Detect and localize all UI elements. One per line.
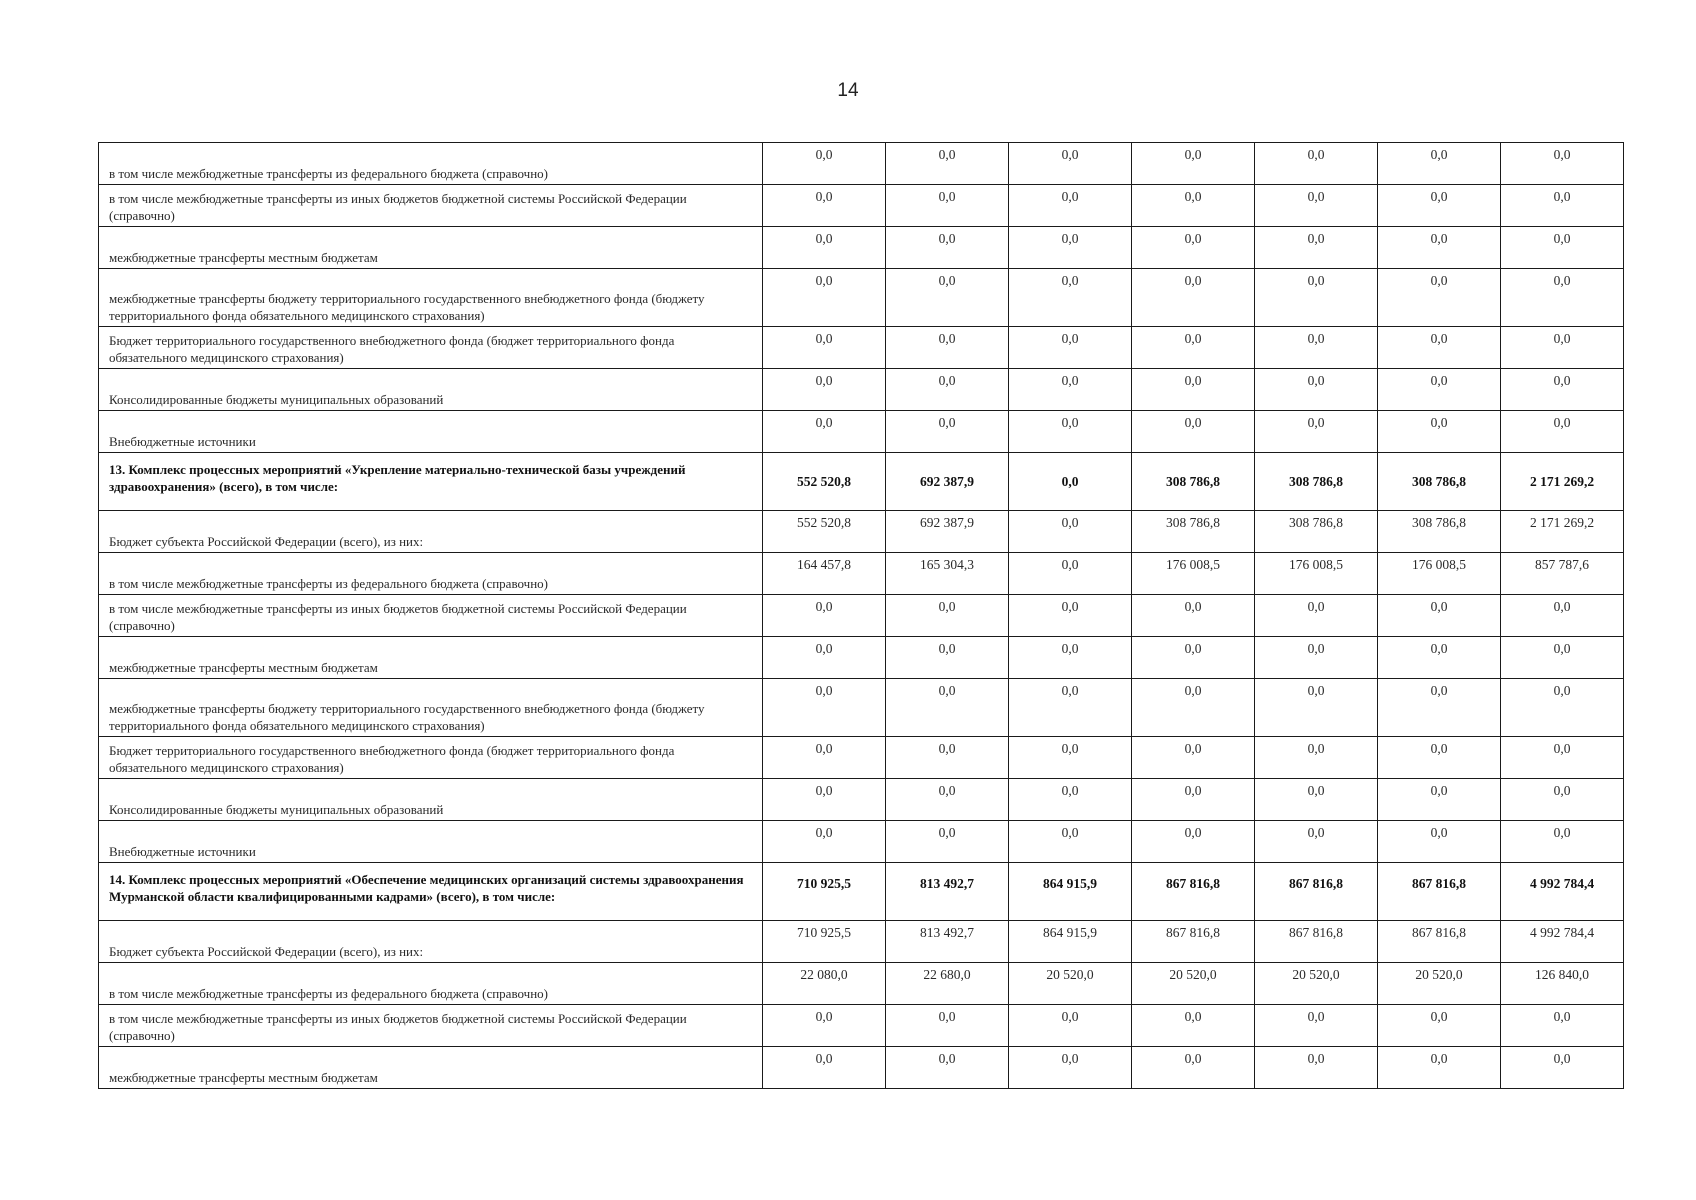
value-cell: 867 816,8 <box>1132 921 1255 963</box>
value-cell: 0,0 <box>1378 821 1501 863</box>
table-row <box>99 327 1624 369</box>
value-cell: 0,0 <box>1132 227 1255 269</box>
value-cell: 0,0 <box>886 779 1009 821</box>
value-cell: 0,0 <box>1501 1005 1624 1047</box>
value-cell: 0,0 <box>1009 779 1132 821</box>
table-row <box>99 821 1624 863</box>
table-row <box>99 227 1624 269</box>
value-cell: 0,0 <box>1255 1047 1378 1089</box>
value-cell: 0,0 <box>886 227 1009 269</box>
value-cell: 867 816,8 <box>1255 921 1378 963</box>
row-label: межбюджетные трансферты местным бюджетам <box>99 1047 763 1089</box>
value-cell: 4 992 784,4 <box>1501 921 1624 963</box>
value-cell: 0,0 <box>1009 369 1132 411</box>
row-label: в том числе межбюджетные трансферты из иных бюджетов бюджетной системы Российской Федерации (справочно) <box>99 185 763 227</box>
value-cell: 0,0 <box>1501 821 1624 863</box>
value-cell: 0,0 <box>1378 1005 1501 1047</box>
value-cell: 0,0 <box>886 327 1009 369</box>
value-cell: 0,0 <box>1255 143 1378 185</box>
value-cell: 0,0 <box>1009 1047 1132 1089</box>
value-cell: 0,0 <box>1255 369 1378 411</box>
value-cell: 0,0 <box>763 821 886 863</box>
value-cell: 176 008,5 <box>1378 553 1501 595</box>
value-cell: 0,0 <box>1132 821 1255 863</box>
value-cell: 0,0 <box>1501 1047 1624 1089</box>
value-cell: 0,0 <box>886 595 1009 637</box>
row-label: Консолидированные бюджеты муниципальных образований <box>99 369 763 411</box>
value-cell: 0,0 <box>1255 679 1378 737</box>
value-cell: 0,0 <box>1255 595 1378 637</box>
value-cell: 867 816,8 <box>1255 863 1378 921</box>
table-row <box>99 921 1624 963</box>
table-row <box>99 369 1624 411</box>
value-cell: 0,0 <box>886 1005 1009 1047</box>
value-cell: 0,0 <box>1132 185 1255 227</box>
value-cell: 0,0 <box>1378 327 1501 369</box>
value-cell: 0,0 <box>1255 227 1378 269</box>
value-cell: 0,0 <box>1501 637 1624 679</box>
value-cell: 0,0 <box>1132 1005 1255 1047</box>
value-cell: 22 080,0 <box>763 963 886 1005</box>
value-cell: 0,0 <box>1132 595 1255 637</box>
row-label: Внебюджетные источники <box>99 411 763 453</box>
value-cell: 22 680,0 <box>886 963 1009 1005</box>
table-row <box>99 679 1624 737</box>
value-cell: 0,0 <box>1378 1047 1501 1089</box>
value-cell: 0,0 <box>1255 779 1378 821</box>
value-cell: 552 520,8 <box>763 511 886 553</box>
value-cell: 0,0 <box>1501 595 1624 637</box>
scan-edge-marks <box>1690 400 1696 900</box>
value-cell: 308 786,8 <box>1132 511 1255 553</box>
table-row <box>99 737 1624 779</box>
budget-table-body <box>99 143 1624 1089</box>
value-cell: 0,0 <box>1501 411 1624 453</box>
value-cell: 0,0 <box>1501 779 1624 821</box>
value-cell: 857 787,6 <box>1501 553 1624 595</box>
value-cell: 0,0 <box>1378 143 1501 185</box>
row-label: 13. Комплекс процессных мероприятий «Укрепление материально-технической базы учреждений здравоохранения» (всего), в том числе: <box>99 453 763 511</box>
value-cell: 0,0 <box>763 327 886 369</box>
value-cell: 308 786,8 <box>1378 511 1501 553</box>
value-cell: 0,0 <box>886 269 1009 327</box>
value-cell: 692 387,9 <box>886 511 1009 553</box>
section-row <box>99 453 1624 511</box>
value-cell: 0,0 <box>1501 327 1624 369</box>
section-row <box>99 863 1624 921</box>
row-label: в том числе межбюджетные трансферты из иных бюджетов бюджетной системы Российской Федерации (справочно) <box>99 1005 763 1047</box>
value-cell: 0,0 <box>1132 143 1255 185</box>
value-cell: 20 520,0 <box>1009 963 1132 1005</box>
table-row <box>99 511 1624 553</box>
value-cell: 0,0 <box>1132 779 1255 821</box>
value-cell: 0,0 <box>1378 637 1501 679</box>
value-cell: 0,0 <box>886 679 1009 737</box>
row-label: Бюджет территориального государственного внебюджетного фонда (бюджет территориального фонда обязательного медицинского страхования) <box>99 737 763 779</box>
table-row <box>99 779 1624 821</box>
value-cell: 0,0 <box>763 737 886 779</box>
value-cell: 0,0 <box>1009 1005 1132 1047</box>
value-cell: 0,0 <box>1132 369 1255 411</box>
value-cell: 165 304,3 <box>886 553 1009 595</box>
value-cell: 0,0 <box>1378 369 1501 411</box>
value-cell: 20 520,0 <box>1132 963 1255 1005</box>
row-label: межбюджетные трансферты бюджету территориального государственного внебюджетного фонда (бюджету территориального фонда обязательного медицинского страхования) <box>99 679 763 737</box>
value-cell: 308 786,8 <box>1378 453 1501 511</box>
table-row <box>99 553 1624 595</box>
value-cell: 0,0 <box>763 637 886 679</box>
row-label: 14. Комплекс процессных мероприятий «Обеспечение медицинских организаций системы здравоохранения Мурманской области квалифицированными кадрами» (всего), в том числе: <box>99 863 763 921</box>
value-cell: 0,0 <box>1009 411 1132 453</box>
value-cell: 0,0 <box>1255 327 1378 369</box>
value-cell: 0,0 <box>886 1047 1009 1089</box>
table-row <box>99 1005 1624 1047</box>
row-label: в том числе межбюджетные трансферты из иных бюджетов бюджетной системы Российской Федерации (справочно) <box>99 595 763 637</box>
value-cell: 0,0 <box>1255 411 1378 453</box>
value-cell: 0,0 <box>1378 737 1501 779</box>
row-label: Внебюджетные источники <box>99 821 763 863</box>
value-cell: 0,0 <box>1009 185 1132 227</box>
value-cell: 0,0 <box>1009 143 1132 185</box>
value-cell: 0,0 <box>1378 595 1501 637</box>
value-cell: 0,0 <box>1255 737 1378 779</box>
page-number: 14 <box>837 80 859 101</box>
value-cell: 0,0 <box>1378 269 1501 327</box>
value-cell: 0,0 <box>1255 637 1378 679</box>
row-label: межбюджетные трансферты местным бюджетам <box>99 637 763 679</box>
value-cell: 864 915,9 <box>1009 863 1132 921</box>
value-cell: 0,0 <box>1009 679 1132 737</box>
value-cell: 0,0 <box>1501 227 1624 269</box>
value-cell: 176 008,5 <box>1255 553 1378 595</box>
value-cell: 176 008,5 <box>1132 553 1255 595</box>
value-cell: 0,0 <box>1501 269 1624 327</box>
value-cell: 692 387,9 <box>886 453 1009 511</box>
value-cell: 0,0 <box>1009 821 1132 863</box>
value-cell: 710 925,5 <box>763 863 886 921</box>
value-cell: 0,0 <box>1501 369 1624 411</box>
value-cell: 164 457,8 <box>763 553 886 595</box>
value-cell: 308 786,8 <box>1255 453 1378 511</box>
value-cell: 308 786,8 <box>1132 453 1255 511</box>
value-cell: 813 492,7 <box>886 921 1009 963</box>
value-cell: 0,0 <box>1501 143 1624 185</box>
row-label: Бюджет субъекта Российской Федерации (всего), из них: <box>99 921 763 963</box>
budget-table <box>98 142 1624 1089</box>
value-cell: 0,0 <box>1132 269 1255 327</box>
value-cell: 308 786,8 <box>1255 511 1378 553</box>
value-cell: 0,0 <box>1255 269 1378 327</box>
value-cell: 0,0 <box>763 143 886 185</box>
value-cell: 864 915,9 <box>1009 921 1132 963</box>
value-cell: 0,0 <box>1378 227 1501 269</box>
value-cell: 0,0 <box>1378 679 1501 737</box>
table-row <box>99 1047 1624 1089</box>
value-cell: 0,0 <box>763 227 886 269</box>
value-cell: 0,0 <box>886 821 1009 863</box>
value-cell: 0,0 <box>886 369 1009 411</box>
value-cell: 0,0 <box>763 411 886 453</box>
row-label: межбюджетные трансферты местным бюджетам <box>99 227 763 269</box>
value-cell: 867 816,8 <box>1378 921 1501 963</box>
table-row <box>99 143 1624 185</box>
value-cell: 0,0 <box>1255 1005 1378 1047</box>
value-cell: 2 171 269,2 <box>1501 511 1624 553</box>
row-label: межбюджетные трансферты бюджету территориального государственного внебюджетного фонда (бюджету территориального фонда обязательного медицинского страхования) <box>99 269 763 327</box>
value-cell: 0,0 <box>1378 779 1501 821</box>
value-cell: 0,0 <box>763 269 886 327</box>
value-cell: 867 816,8 <box>1378 863 1501 921</box>
value-cell: 552 520,8 <box>763 453 886 511</box>
value-cell: 710 925,5 <box>763 921 886 963</box>
table-row <box>99 963 1624 1005</box>
value-cell: 0,0 <box>763 779 886 821</box>
value-cell: 0,0 <box>886 411 1009 453</box>
value-cell: 0,0 <box>763 369 886 411</box>
value-cell: 0,0 <box>763 1005 886 1047</box>
value-cell: 0,0 <box>1132 327 1255 369</box>
row-label: в том числе межбюджетные трансферты из федерального бюджета (справочно) <box>99 553 763 595</box>
row-label: Бюджет территориального государственного внебюджетного фонда (бюджет территориального фонда обязательного медицинского страхования) <box>99 327 763 369</box>
row-label: в том числе межбюджетные трансферты из федерального бюджета (справочно) <box>99 143 763 185</box>
value-cell: 0,0 <box>1255 185 1378 227</box>
value-cell: 0,0 <box>1009 737 1132 779</box>
value-cell: 0,0 <box>1501 185 1624 227</box>
value-cell: 0,0 <box>886 637 1009 679</box>
row-label: в том числе межбюджетные трансферты из федерального бюджета (справочно) <box>99 963 763 1005</box>
table-row <box>99 269 1624 327</box>
value-cell: 0,0 <box>1009 595 1132 637</box>
value-cell: 0,0 <box>1132 737 1255 779</box>
value-cell: 0,0 <box>1009 227 1132 269</box>
value-cell: 0,0 <box>1132 679 1255 737</box>
table-row <box>99 637 1624 679</box>
table-row <box>99 411 1624 453</box>
value-cell: 0,0 <box>886 185 1009 227</box>
value-cell: 0,0 <box>1501 679 1624 737</box>
value-cell: 0,0 <box>1009 511 1132 553</box>
value-cell: 0,0 <box>886 737 1009 779</box>
value-cell: 0,0 <box>1255 821 1378 863</box>
value-cell: 0,0 <box>763 1047 886 1089</box>
value-cell: 0,0 <box>763 679 886 737</box>
value-cell: 0,0 <box>1378 185 1501 227</box>
value-cell: 867 816,8 <box>1132 863 1255 921</box>
value-cell: 0,0 <box>1132 1047 1255 1089</box>
value-cell: 0,0 <box>1378 411 1501 453</box>
value-cell: 20 520,0 <box>1255 963 1378 1005</box>
value-cell: 0,0 <box>1009 637 1132 679</box>
value-cell: 20 520,0 <box>1378 963 1501 1005</box>
table-row <box>99 185 1624 227</box>
value-cell: 4 992 784,4 <box>1501 863 1624 921</box>
value-cell: 813 492,7 <box>886 863 1009 921</box>
value-cell: 0,0 <box>1501 737 1624 779</box>
row-label: Консолидированные бюджеты муниципальных образований <box>99 779 763 821</box>
value-cell: 0,0 <box>763 595 886 637</box>
table-row <box>99 595 1624 637</box>
value-cell: 0,0 <box>1009 453 1132 511</box>
value-cell: 0,0 <box>1009 269 1132 327</box>
value-cell: 0,0 <box>886 143 1009 185</box>
value-cell: 2 171 269,2 <box>1501 453 1624 511</box>
value-cell: 126 840,0 <box>1501 963 1624 1005</box>
value-cell: 0,0 <box>1009 327 1132 369</box>
row-label: Бюджет субъекта Российской Федерации (всего), из них: <box>99 511 763 553</box>
value-cell: 0,0 <box>1132 411 1255 453</box>
value-cell: 0,0 <box>763 185 886 227</box>
value-cell: 0,0 <box>1132 637 1255 679</box>
value-cell: 0,0 <box>1009 553 1132 595</box>
